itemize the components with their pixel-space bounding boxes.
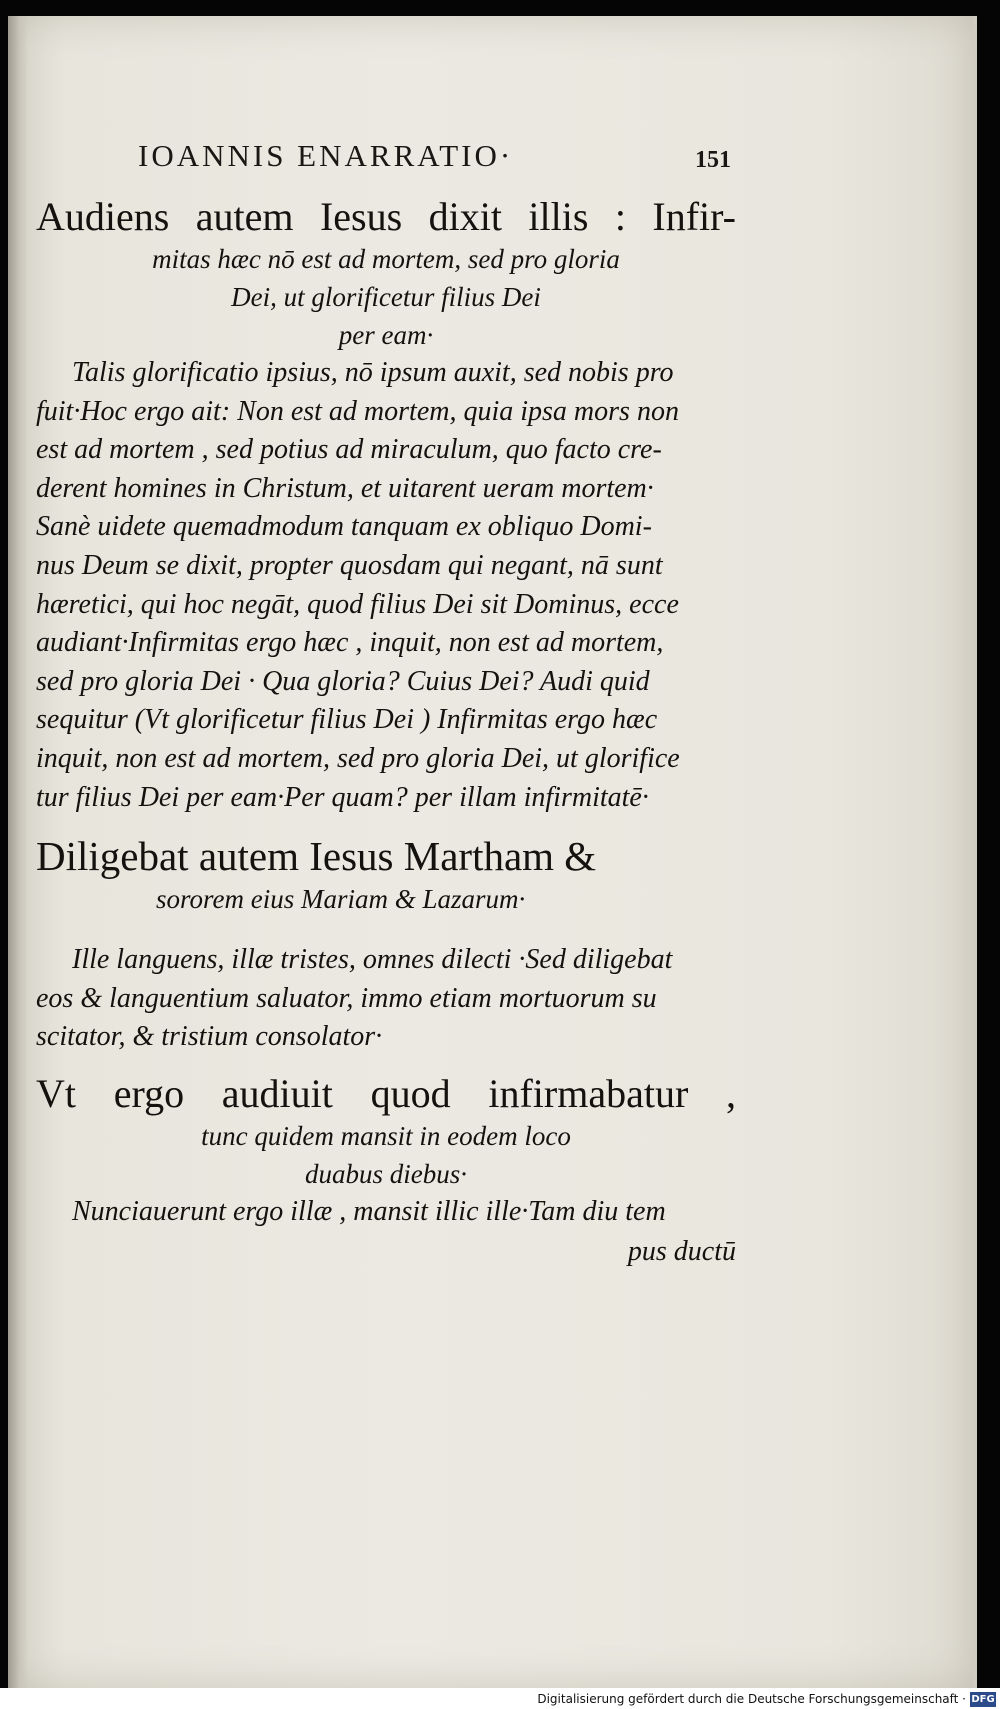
commentary-1	[36, 354, 736, 817]
lemma-line: Dei, ut glorificetur filius Dei	[231, 282, 541, 312]
lemma-1	[36, 194, 736, 354]
commentary-line: scitator, & tristium consolator·	[36, 1021, 383, 1053]
commentary-line: hæretici, qui hoc negāt, quod filius Dei sit Dominus, ecce	[36, 588, 679, 620]
funding-credit: Digitalisierung gefördert durch die Deutsche Forschungsgemeinschaft ·	[537, 1692, 966, 1706]
commentary-line: Nunciauerunt ergo illæ , mansit illic ille·Tam diu tem	[72, 1195, 666, 1227]
spacer	[36, 817, 736, 831]
commentary-line: sequitur (Vt glorificetur filius Dei ) Infirmitas ergo hæc	[36, 704, 658, 736]
folio-number: 151	[695, 147, 731, 173]
footer-bar	[0, 1688, 1000, 1709]
commentary-line: Sanè uidete quemadmodum tanquam ex obliquo Domi-	[36, 511, 652, 543]
lemma-line: Vt ergo audiuit quod infirmabatur ,	[36, 1070, 736, 1116]
lemma-line: tunc quidem mansit in eodem loco	[201, 1120, 571, 1151]
commentary-line: derent homines in Christum, et uitarent ueram mortem·	[36, 472, 654, 504]
commentary-line: est ad mortem , sed potius ad miraculum, quo facto cre-	[36, 434, 662, 466]
spacer	[36, 1057, 736, 1071]
commentary-line: eos & languentium saluator, immo etiam mortuorum su	[36, 982, 657, 1014]
commentary-line: nus Deum se dixit, propter quosdam qui negant, nā sunt	[36, 549, 663, 581]
commentary-line: audiant·Infirmitas ergo hæc , inquit, non est ad mortem,	[36, 627, 664, 659]
lemma-line: Diligebat autem Iesus Martham &	[36, 833, 597, 880]
lemma-3	[36, 1071, 736, 1193]
spacer	[36, 917, 736, 941]
lemma-line: duabus diebus·	[305, 1158, 467, 1189]
commentary-line: Talis glorificatio ipsius, nō ipsum auxit, sed nobis pro	[72, 357, 674, 388]
commentary-line: fuit·Hoc ergo ait: Non est ad mortem, quia ipsa mors non	[36, 395, 679, 427]
text-block	[36, 194, 736, 1272]
lemma-line: per eam·	[338, 320, 434, 350]
lemma-2	[36, 831, 736, 917]
catchword: pus ductū	[627, 1235, 736, 1267]
lemma-line: sororem eius Mariam & Lazarum·	[156, 884, 526, 915]
commentary-line: sed pro gloria Dei · Qua gloria? Cuius Dei? Audi quid	[36, 665, 650, 697]
dfg-logo-icon: DFG	[971, 1694, 995, 1705]
commentary-line: Ille languens, illæ tristes, omnes dilecti ·Sed diligebat	[72, 944, 673, 976]
book-page	[8, 16, 977, 1688]
lemma-line: mitas hæc nō est ad mortem, sed pro gloria	[152, 244, 620, 274]
commentary-line: tur filius Dei per eam·Per quam? per illam infirmitatē·	[36, 781, 649, 813]
running-head: IOANNIS ENARRATIO·	[138, 138, 514, 173]
commentary-3	[36, 1193, 736, 1232]
lemma-line: Audiens autem Iesus dixit illis : Infir-	[36, 194, 736, 239]
commentary-line: inquit, non est ad mortem, sed pro gloria Dei, ut glorifice	[36, 742, 680, 774]
page-gutter-shadow	[8, 16, 28, 1688]
commentary-2	[36, 941, 736, 1057]
